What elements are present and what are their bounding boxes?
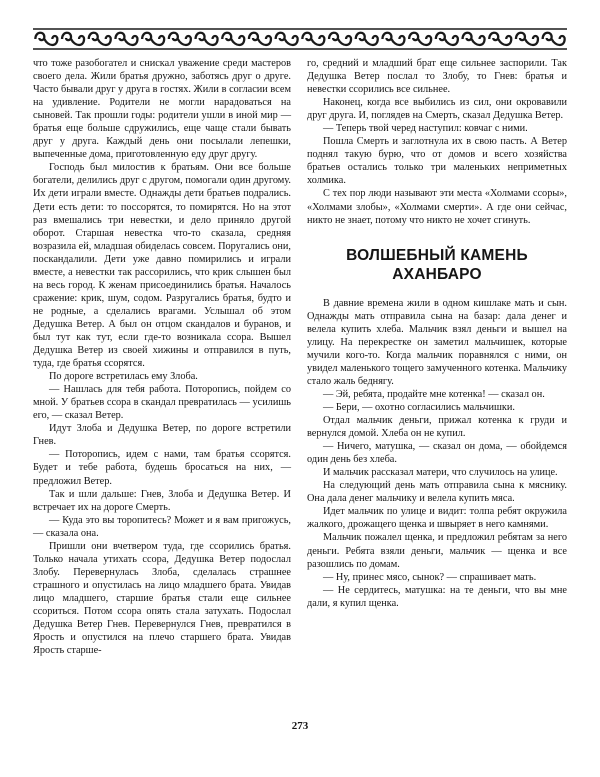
right-column	[307, 57, 567, 610]
ornament-spiral-icon	[489, 33, 511, 45]
story-title-line2: АХАНБАРО	[392, 265, 482, 283]
paragraph: Мальчик пожалел щенка, и предложил ребятам за него деньги. Ребята взяли деньги, мальчик — щенка и все разошлись по домам.	[307, 532, 567, 570]
paragraph: Идут Злоба и Дедушка Ветер, по дороге встретили Гнев.	[33, 423, 291, 448]
ornament-spiral-icon	[142, 33, 164, 45]
paragraph: Пришли они вчетвером туда, где ссорились братья. Только начала утихать ссора, Дедушка Ветер подослал Злобу. Перевернулась Злоба, сделалась страшнее страшного и опустилась на лицо младшего брата. Увидав лицо младшего, старшие братья стали еще сильнее ссориться. Потом ссора опять стала затухать. Подослал Дедушка Ветер Гнев. Перевернулся Гнев, превратился в Ярость и опустился на плечо старшего брата. Увидав Ярость старше-	[33, 540, 291, 657]
paragraph: Отдал мальчик деньги, прижал котенка к груди и вернулся домой. Хлеба он не купил.	[307, 415, 567, 440]
paragraph: — Теперь твой черед наступил: ковчаг с ними.	[323, 123, 528, 135]
page-number: 273	[291, 720, 309, 732]
ornament-spiral-icon	[62, 33, 84, 45]
paragraph: го, средний и младший брат еще сильнее заспорили. Так Дедушка Ветер послал то Злобу, то Гнев: братья и невестки ссорились все сильнее.	[307, 58, 567, 96]
ornament-spiral-icon	[329, 33, 351, 45]
paragraph: С тех пор люди называют эти места «Холмами ссоры», «Холмами злобы», «Холмами смерти». А где они сейчас, никто не знает, потому что никто не хочет сгинуть.	[307, 188, 567, 226]
ornament-spiral-icon	[35, 33, 57, 45]
ornament-spiral-icon	[276, 33, 298, 45]
ornament-spiral-icon	[249, 33, 271, 45]
left-column	[33, 57, 291, 657]
paragraph: На следующий день мать отправила сына к мяснику. Она дала денег мальчику и велела купить мяса.	[307, 480, 567, 505]
ornament-spiral-icon	[302, 33, 324, 45]
ornament-spiral-icon	[222, 33, 244, 45]
ornament-spiral-icon	[463, 33, 485, 45]
paragraph: И мальчик рассказал матери, что случилось на улице.	[323, 467, 558, 479]
paragraph: — Куда это вы торопитесь? Может и я вам пригожусь, — сказала она.	[33, 514, 291, 539]
paragraph: что тоже разобогател и снискал уважение среди мастеров своего дела. Жили братья дружно, заботясь друг о друге. Часто бывали друг у друга в гостях. Жили в согласии всем на удивление. Родители не могли нарадоваться на сыновей. Так прошли годы: родители ушли в иной мир — братья еще больше сдружились, еще чаще стали бывать друг у друга. Каждый день они посылали лепешки, выпеченные дома, приготовленную еду друг другу.	[33, 58, 291, 161]
paragraph: Пошла Смерть и заглотнула их в свою пасть. А Ветер поднял такую бурю, что от домов и всего хозяйства братьев остались только три маленьких неприметных холмика.	[307, 136, 567, 187]
story-body	[307, 297, 567, 610]
paragraph: Так и шли дальше: Гнев, Злоба и Дедушка Ветер. И встречает их на дороге Смерть.	[33, 488, 291, 513]
paragraph: Идет мальчик по улице и видит: толпа ребят окружила жалкого, дрожащего щенка и швыряет в него камнями.	[307, 506, 567, 531]
ornament-spiral-icon	[115, 33, 137, 45]
paragraph: По дороге встретилась ему Злоба.	[49, 371, 198, 383]
decorative-ornament-border	[33, 28, 567, 50]
ornament-spiral-icon	[409, 33, 431, 45]
paragraph: — Поторопись, идем с нами, там братья ссорятся. Будет и тебе работа, будешь бросаться на них, — предложил Ветер.	[33, 449, 291, 487]
story-title-line1: ВОЛШЕБНЫЙ КАМЕНЬ	[346, 246, 528, 264]
paragraph: — Нашлась для тебя работа. Поторопись, пойдем со мной. У братьев ссора в скандал превратилась — усилишь его, — сказал Ветер.	[33, 384, 291, 422]
ornament-spiral-icon	[382, 33, 404, 45]
paragraph: — Ничего, матушка, — сказал он дома, — обойдемся один день без хлеба.	[307, 441, 567, 466]
paragraph: — Не сердитесь, матушка: на те деньги, что вы мне дали, я купил щенка.	[307, 584, 567, 609]
ornament-spiral-icon	[169, 33, 191, 45]
ornament-spiral-icon	[543, 33, 565, 45]
paragraph: Господь был милостив к братьям. Они все больше богатели, делились друг с другом, помогали один другому. Их дети играли вместе. Однажды дети братьев подрались. Дети есть дети: то поссорятся, то помирятся. Но на этот раз вмешались три невестки, и дело приняло другой оборот. Старшая невестка что-то сказала, средняя возразила ей, младшая обиделась совсем. Поругались они, поскандалили. Дети уже давно помирились и играли вместе, а невестки так рассорились, что крик слышен был на весь город. К женам присоединились братья. Началось сражение: крик, шум, содом. Разругались братья, будто и не родные, а сделались врагами. Услышал об этом Дедушка Ветер. А был он отцом скандалов и буранов, и был тут как тут, если где-то возникала ссора. Вышел Дедушка Ветер из своей хижины и отправился в путь, туда, где братья ссорятся.	[33, 162, 291, 370]
ornament-spiral-icon	[89, 33, 111, 45]
ornament-spiral-icon	[356, 33, 378, 45]
paragraph: — Бери, — охотно согласились мальчишки.	[323, 401, 515, 413]
story-ending	[307, 57, 567, 227]
ornament-spiral-icon	[196, 33, 218, 45]
paragraph: — Ну, принес мясо, сынок? — спрашивает мать.	[323, 571, 537, 583]
paragraph: — Эй, ребята, продайте мне котенка! — сказал он.	[323, 388, 545, 400]
paragraph: В давние времена жили в одном кишлаке мать и сын. Однажды мать отправила сына на базар: дала денег и велела купить хлеба. Мальчик взял деньги и вышел на улицу. На перекрестке он заметил мальчишек, которые мучили кого-то. Когда мальчик поравнялся с ними, он увидел маленького тощего замученного котенка. Мальчику стало жаль беднягу.	[307, 297, 567, 387]
ornament-spiral-icon	[436, 33, 458, 45]
ornament-spiral-icon	[516, 33, 538, 45]
story-title	[307, 246, 567, 284]
paragraph: Наконец, когда все выбились из сил, они окровавили друг друга. И, поглядев на Смерть, сказал Дедушка Ветер.	[307, 97, 567, 122]
